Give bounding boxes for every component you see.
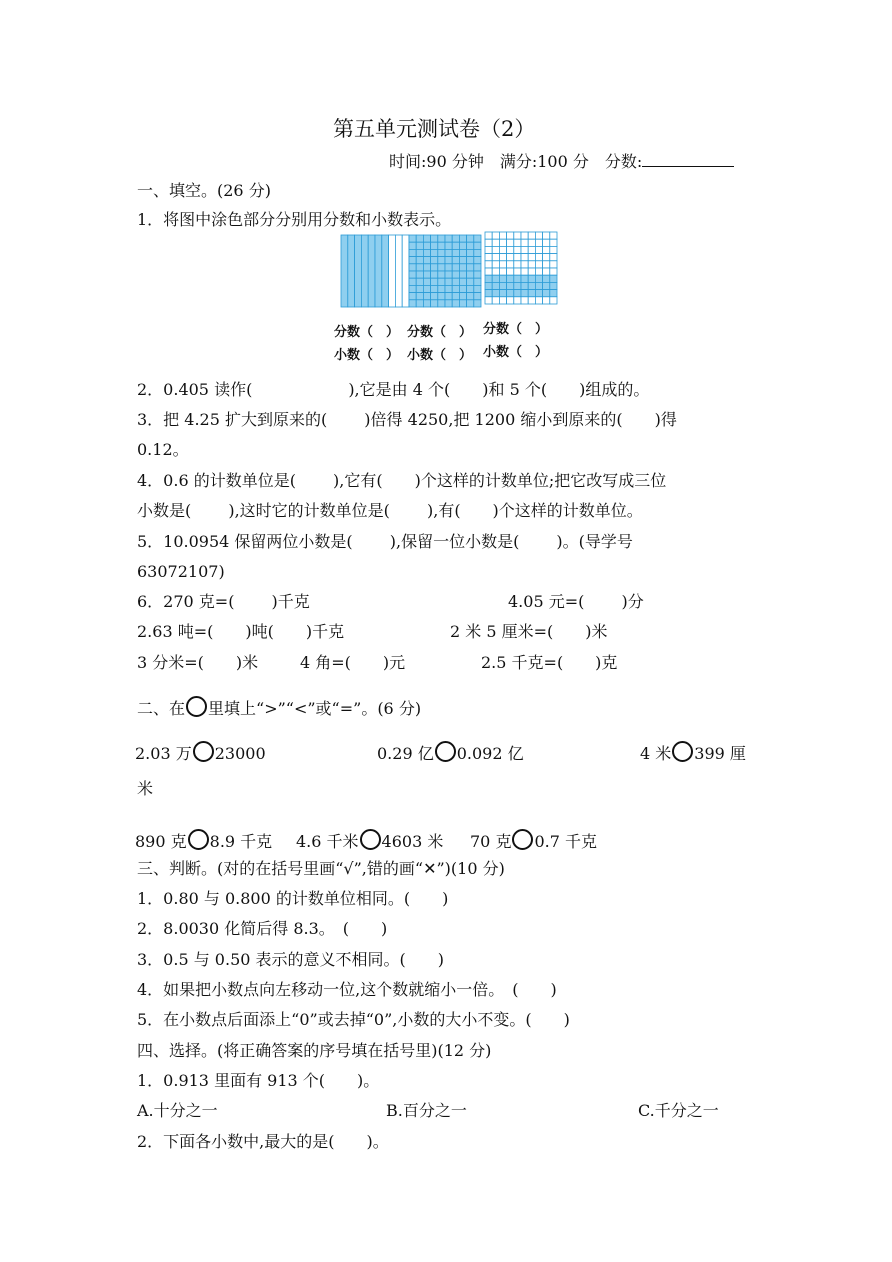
question-5-line1: 5．10.0954 保留两位小数是( ),保留一位小数是( )。(导学号 [137, 532, 633, 551]
grid-cell [492, 254, 499, 261]
grid-cell [416, 242, 423, 249]
compare-item-3-wrap: 米 [137, 779, 154, 798]
grid-cell [528, 239, 535, 246]
grid-cell [459, 293, 466, 300]
grid-cell [507, 275, 514, 282]
compare-right: 0.7 千克 [534, 832, 597, 851]
grid-cell [543, 232, 550, 239]
grid-cell [416, 300, 423, 307]
grid-cell [452, 285, 459, 292]
grid-cell [452, 278, 459, 285]
grid-cell [543, 239, 550, 246]
grid-cell [423, 293, 430, 300]
choice-option-b[interactable]: B.百分之一 [386, 1101, 467, 1120]
compare-right: 8.9 千克 [209, 832, 273, 851]
grid-cell [431, 278, 438, 285]
grid-cell [474, 278, 481, 285]
grid-cell [431, 242, 438, 249]
grid-cell [452, 235, 459, 242]
grid-cell [409, 257, 416, 264]
grid-cell [431, 264, 438, 271]
grid-cell [445, 285, 452, 292]
grid-cell [423, 257, 430, 264]
grid-cell [528, 232, 535, 239]
grid-cell [438, 257, 445, 264]
grid-cell [514, 232, 521, 239]
grid-cell [452, 264, 459, 271]
grid-cell [459, 257, 466, 264]
grid-cell [452, 257, 459, 264]
grid-cell [521, 268, 528, 275]
grid-cell [467, 249, 474, 256]
grid-cell [416, 235, 423, 242]
grid-cell [492, 232, 499, 239]
answer-circle[interactable] [193, 741, 214, 762]
grid-cell [514, 254, 521, 261]
grid-cell [423, 264, 430, 271]
question-6-item3: 2.63 吨=( )吨( )千克 [137, 622, 345, 641]
grid-cell [452, 249, 459, 256]
figure-grid-partial [484, 231, 558, 305]
grid-cell [431, 271, 438, 278]
grid-cell [409, 278, 416, 285]
grid-cell [459, 300, 466, 307]
grid-cell [550, 297, 557, 304]
compare-left: 70 克 [470, 832, 512, 851]
grid-cell [550, 268, 557, 275]
compare-left: 2.03 万 [135, 744, 192, 763]
grid-cell [485, 290, 492, 297]
grid-cell [521, 261, 528, 268]
question-6-item6: 4 角=( )元 [300, 653, 406, 672]
grid-cell [507, 297, 514, 304]
compare-left: 0.29 亿 [377, 744, 434, 763]
question-4-line1: 4．0.6 的计数单位是( ),它有( )个这样的计数单位;把它改写成三位 [137, 471, 667, 490]
answer-circle[interactable] [512, 829, 533, 850]
grid-cell [535, 254, 542, 261]
grid-cell [467, 271, 474, 278]
grid-cell [409, 249, 416, 256]
grid-cell [445, 257, 452, 264]
section1-heading: 一、填空。(26 分) [137, 181, 271, 200]
grid-cell [521, 239, 528, 246]
grid-cell [459, 271, 466, 278]
grid-cell [423, 249, 430, 256]
grid-cell [535, 268, 542, 275]
compare-left: 4.6 千米 [296, 832, 359, 851]
grid-cell [485, 239, 492, 246]
grid-cell [507, 239, 514, 246]
grid-cell [543, 282, 550, 289]
grid-cell [409, 293, 416, 300]
judge-item-2: 2．8.0030 化简后得 8.3。 ( ) [137, 919, 388, 938]
grid-cell [550, 290, 557, 297]
grid-cell [550, 275, 557, 282]
grid-cell [438, 235, 445, 242]
grid-cell [521, 246, 528, 253]
grid-cell [431, 235, 438, 242]
grid-cell [423, 271, 430, 278]
grid-cell [492, 275, 499, 282]
grid-cell [543, 246, 550, 253]
grid-cell [467, 293, 474, 300]
grid-cell [423, 300, 430, 307]
question-6-item4: 2 米 5 厘米=( )米 [450, 622, 608, 641]
grid-cell [528, 297, 535, 304]
compare-left: 890 克 [135, 832, 187, 851]
grid-cell [492, 297, 499, 304]
grid-cell [550, 246, 557, 253]
grid-cell [474, 235, 481, 242]
grid-cell [507, 290, 514, 297]
grid-cell [474, 285, 481, 292]
compare-right: 4603 米 [381, 832, 444, 851]
question-6-item5: 3 分米=( )米 [137, 653, 259, 672]
answer-circle[interactable] [435, 741, 456, 762]
grid-cell [416, 271, 423, 278]
grid-cell [507, 282, 514, 289]
grid-cell [543, 254, 550, 261]
grid-cell [521, 297, 528, 304]
grid-cell [438, 278, 445, 285]
grid-cell [492, 261, 499, 268]
grid-cell [499, 290, 506, 297]
grid-cell [499, 254, 506, 261]
figure-columns [340, 234, 410, 308]
compare-item-2 [377, 741, 524, 764]
grid-cell [528, 268, 535, 275]
grid-cell [507, 232, 514, 239]
answer-circle[interactable] [188, 829, 209, 850]
question-4-line2: 小数是( ),这时它的计数单位是( ),有( )个这样的计数单位。 [137, 501, 643, 520]
grid-cell [467, 242, 474, 249]
grid-cell [452, 300, 459, 307]
grid-cell [499, 275, 506, 282]
grid-cell [467, 285, 474, 292]
grid-cell [528, 246, 535, 253]
grid-cell [438, 293, 445, 300]
section2-heading-b: 里填上“>”“<”或“=”。(6 分) [208, 699, 422, 718]
question-3-line2: 0.12。 [137, 440, 189, 459]
compare-right: 0.092 亿 [456, 744, 524, 763]
compare-item-5 [296, 829, 443, 852]
grid-cell [459, 278, 466, 285]
question-3-line1: 3．把 4.25 扩大到原来的( )倍得 4250,把 1200 缩小到原来的( )得 [137, 410, 677, 429]
grid-cell [445, 264, 452, 271]
grid-cell [416, 264, 423, 271]
grid-cell [474, 293, 481, 300]
grid-cell [528, 254, 535, 261]
grid-cell [521, 232, 528, 239]
grid-cell [507, 268, 514, 275]
grid-cell [499, 282, 506, 289]
compare-right: 399 厘 [694, 744, 746, 763]
grid-cell [445, 235, 452, 242]
question-6-item1: 6．270 克=( )千克 [137, 592, 310, 611]
grid-cell [535, 239, 542, 246]
grid-cell [535, 282, 542, 289]
grid-cell [445, 278, 452, 285]
answer-circle[interactable] [360, 829, 381, 850]
grid-cell [438, 249, 445, 256]
grid-cell [485, 254, 492, 261]
grid-cell [514, 290, 521, 297]
grid-cell [474, 300, 481, 307]
grid-cell [467, 278, 474, 285]
compare-item-3 [640, 741, 746, 764]
grid-cell [474, 249, 481, 256]
grid-cell [521, 254, 528, 261]
grid-cell [474, 257, 481, 264]
grid-cell [409, 242, 416, 249]
grid-cell [423, 235, 430, 242]
section3-heading: 三、判断。(对的在括号里画“√”,错的画“✕”)(10 分) [137, 859, 505, 878]
choice-option-a[interactable]: A.十分之一 [137, 1101, 218, 1120]
grid-cell [467, 300, 474, 307]
grid-cell [514, 246, 521, 253]
grid-cell [452, 293, 459, 300]
grid-cell [528, 282, 535, 289]
grid-cell [459, 285, 466, 292]
grid-cell [459, 235, 466, 242]
grid-cell [459, 242, 466, 249]
grid-cell [438, 264, 445, 271]
grid-cell [467, 264, 474, 271]
grid-cell [438, 242, 445, 249]
grid-cell [445, 242, 452, 249]
compare-item-6 [470, 829, 597, 852]
column-cell [375, 235, 382, 307]
grid-cell [416, 249, 423, 256]
grid-cell [416, 293, 423, 300]
question-6-item7: 2.5 千克=( )克 [481, 653, 618, 672]
figure-grid-full [408, 234, 482, 308]
grid-cell [485, 297, 492, 304]
compare-item-1 [135, 741, 266, 764]
judge-item-4: 4．如果把小数点向左移动一位,这个数就缩小一倍。 ( ) [137, 980, 557, 999]
section2-heading [137, 696, 421, 719]
grid-cell [431, 300, 438, 307]
section4-heading: 四、选择。(将正确答案的序号填在括号里)(12 分) [137, 1041, 492, 1060]
grid-cell [474, 242, 481, 249]
grid-cell [514, 239, 521, 246]
grid-cell [467, 257, 474, 264]
judge-item-3: 3．0.5 与 0.50 表示的意义不相同。( ) [137, 950, 444, 969]
grid-cell [499, 268, 506, 275]
grid-cell [499, 246, 506, 253]
answer-circle[interactable] [672, 741, 693, 762]
grid-cell [445, 249, 452, 256]
grid-cell [416, 278, 423, 285]
compare-left: 4 米 [640, 744, 672, 763]
grid-cell [485, 282, 492, 289]
compare-right: 23000 [214, 744, 266, 763]
question-1: 1．将图中涂色部分分别用分数和小数表示。 [137, 210, 452, 229]
question-6-item2: 4.05 元=( )分 [508, 592, 644, 611]
column-cell [395, 235, 402, 307]
compare-circle-icon [186, 696, 207, 717]
grid-cell [528, 290, 535, 297]
grid-cell [409, 235, 416, 242]
question-5-line2: 63072107) [137, 562, 225, 581]
grid-cell [535, 246, 542, 253]
grid-cell [438, 285, 445, 292]
decimal-label-2: 小数（ ） [407, 348, 473, 363]
grid-cell [423, 278, 430, 285]
grid-cell [452, 271, 459, 278]
grid-cell [521, 282, 528, 289]
column-cell [348, 235, 355, 307]
section2-heading-a: 二、在 [137, 699, 186, 718]
grid-cell [485, 268, 492, 275]
grid-cell [550, 261, 557, 268]
grid-cell [409, 300, 416, 307]
grid-cell [499, 239, 506, 246]
compare-item-4 [135, 829, 272, 852]
column-cell [382, 235, 389, 307]
column-cell [368, 235, 375, 307]
grid-cell [416, 257, 423, 264]
grid-cell [485, 275, 492, 282]
grid-cell [499, 261, 506, 268]
choice-option-c[interactable]: C.千分之一 [638, 1101, 719, 1120]
grid-cell [445, 293, 452, 300]
grid-cell [485, 246, 492, 253]
column-cell [361, 235, 368, 307]
grid-cell [474, 271, 481, 278]
grid-cell [543, 297, 550, 304]
grid-cell [492, 282, 499, 289]
grid-cell [535, 290, 542, 297]
exam-meta-text: 时间:90 分钟 满分:100 分 分数: [389, 152, 643, 171]
grid-cell [467, 235, 474, 242]
judge-item-5: 5．在小数点后面添上“0”或去掉“0”,小数的大小不变。( ) [137, 1010, 570, 1029]
grid-cell [499, 297, 506, 304]
grid-cell [543, 275, 550, 282]
decimal-label-3: 小数（ ） [483, 345, 549, 360]
grid-cell [543, 268, 550, 275]
grid-cell [550, 254, 557, 261]
grid-cell [438, 271, 445, 278]
exam-meta [389, 152, 734, 172]
grid-cell [535, 232, 542, 239]
grid-cell [528, 275, 535, 282]
column-cell [341, 235, 348, 307]
grid-cell [423, 285, 430, 292]
column-cell [389, 235, 396, 307]
grid-cell [431, 285, 438, 292]
grid-cell [492, 246, 499, 253]
grid-cell [550, 232, 557, 239]
grid-cell [499, 232, 506, 239]
grid-cell [514, 268, 521, 275]
grid-cell [507, 254, 514, 261]
grid-cell [416, 285, 423, 292]
grid-cell [409, 271, 416, 278]
grid-cell [514, 282, 521, 289]
grid-cell [528, 261, 535, 268]
fraction-label-1: 分数（ ） [334, 325, 400, 340]
grid-cell [514, 261, 521, 268]
grid-cell [550, 239, 557, 246]
grid-cell [409, 285, 416, 292]
decimal-label-1: 小数（ ） [334, 348, 400, 363]
grid-cell [492, 268, 499, 275]
question-2: 2．0.405 读作( ),它是由 4 个( )和 5 个( )组成的。 [137, 380, 650, 399]
grid-cell [535, 261, 542, 268]
score-blank[interactable] [642, 166, 734, 167]
column-cell [355, 235, 362, 307]
grid-cell [423, 242, 430, 249]
grid-cell [514, 275, 521, 282]
grid-cell [521, 275, 528, 282]
grid-cell [445, 300, 452, 307]
grid-cell [459, 264, 466, 271]
fraction-label-2: 分数（ ） [407, 325, 473, 340]
grid-cell [543, 261, 550, 268]
grid-cell [485, 261, 492, 268]
grid-cell [550, 282, 557, 289]
grid-cell [452, 242, 459, 249]
grid-cell [535, 297, 542, 304]
grid-cell [543, 290, 550, 297]
grid-cell [474, 264, 481, 271]
grid-cell [492, 239, 499, 246]
grid-cell [507, 246, 514, 253]
choice-question-2: 2．下面各小数中,最大的是( )。 [137, 1132, 389, 1151]
choice-question-1: 1．0.913 里面有 913 个( )。 [137, 1071, 380, 1090]
fraction-label-3: 分数（ ） [483, 322, 549, 337]
grid-cell [514, 297, 521, 304]
grid-cell [431, 249, 438, 256]
grid-cell [507, 261, 514, 268]
grid-cell [431, 293, 438, 300]
grid-cell [485, 232, 492, 239]
grid-cell [535, 275, 542, 282]
grid-cell [438, 300, 445, 307]
grid-cell [521, 290, 528, 297]
grid-cell [431, 257, 438, 264]
grid-cell [409, 264, 416, 271]
grid-cell [459, 249, 466, 256]
grid-cell [492, 290, 499, 297]
grid-cell [445, 271, 452, 278]
page-title: 第五单元测试卷（2） [333, 117, 536, 141]
judge-item-1: 1．0.80 与 0.800 的计数单位相同。( ) [137, 889, 449, 908]
